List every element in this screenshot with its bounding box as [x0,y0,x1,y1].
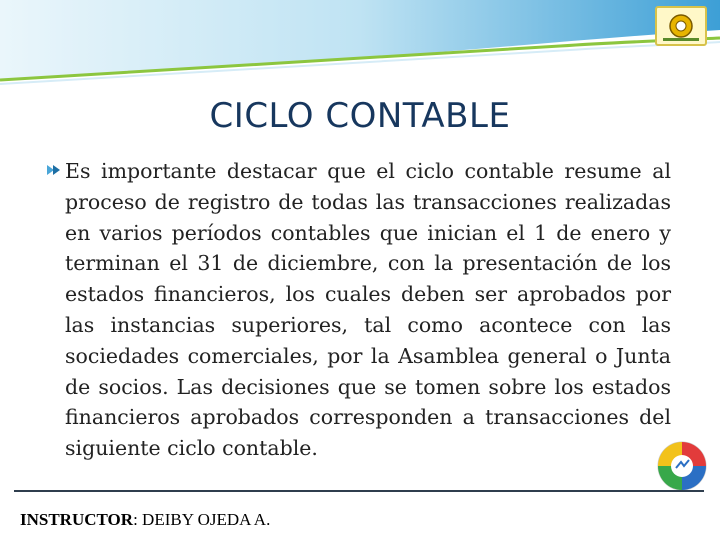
footer-instructor [20,510,270,530]
instructor-label: INSTRUCTOR [20,510,134,529]
instructor-name: : DEIBY OJEDA A. [133,510,271,529]
header-wave [0,0,720,90]
slide-title: CICLO CONTABLE [209,96,511,136]
bullet-icon [45,162,63,178]
body-paragraph: Es importante destacar que el ciclo contable resume al proceso de registro de todas las transacciones realizadas en varios períodos contables que inician el 1 de enero y terminan el 31 de diciembre, con la presentación de los estados financieros, los cuales deben ser aprobados por las instancias superiores, tal como acontece con las sociedades comerciales, por la Asamblea general o Junta de socios. Las decisiones que se tomen sobre los estados financieros aprobados corresponden a transacciones del siguiente ciclo contable. [65,159,671,461]
logo-icon [655,6,707,46]
footer-divider [14,490,704,492]
bullet-item [45,156,671,464]
cycle-diagram-icon [654,438,710,494]
